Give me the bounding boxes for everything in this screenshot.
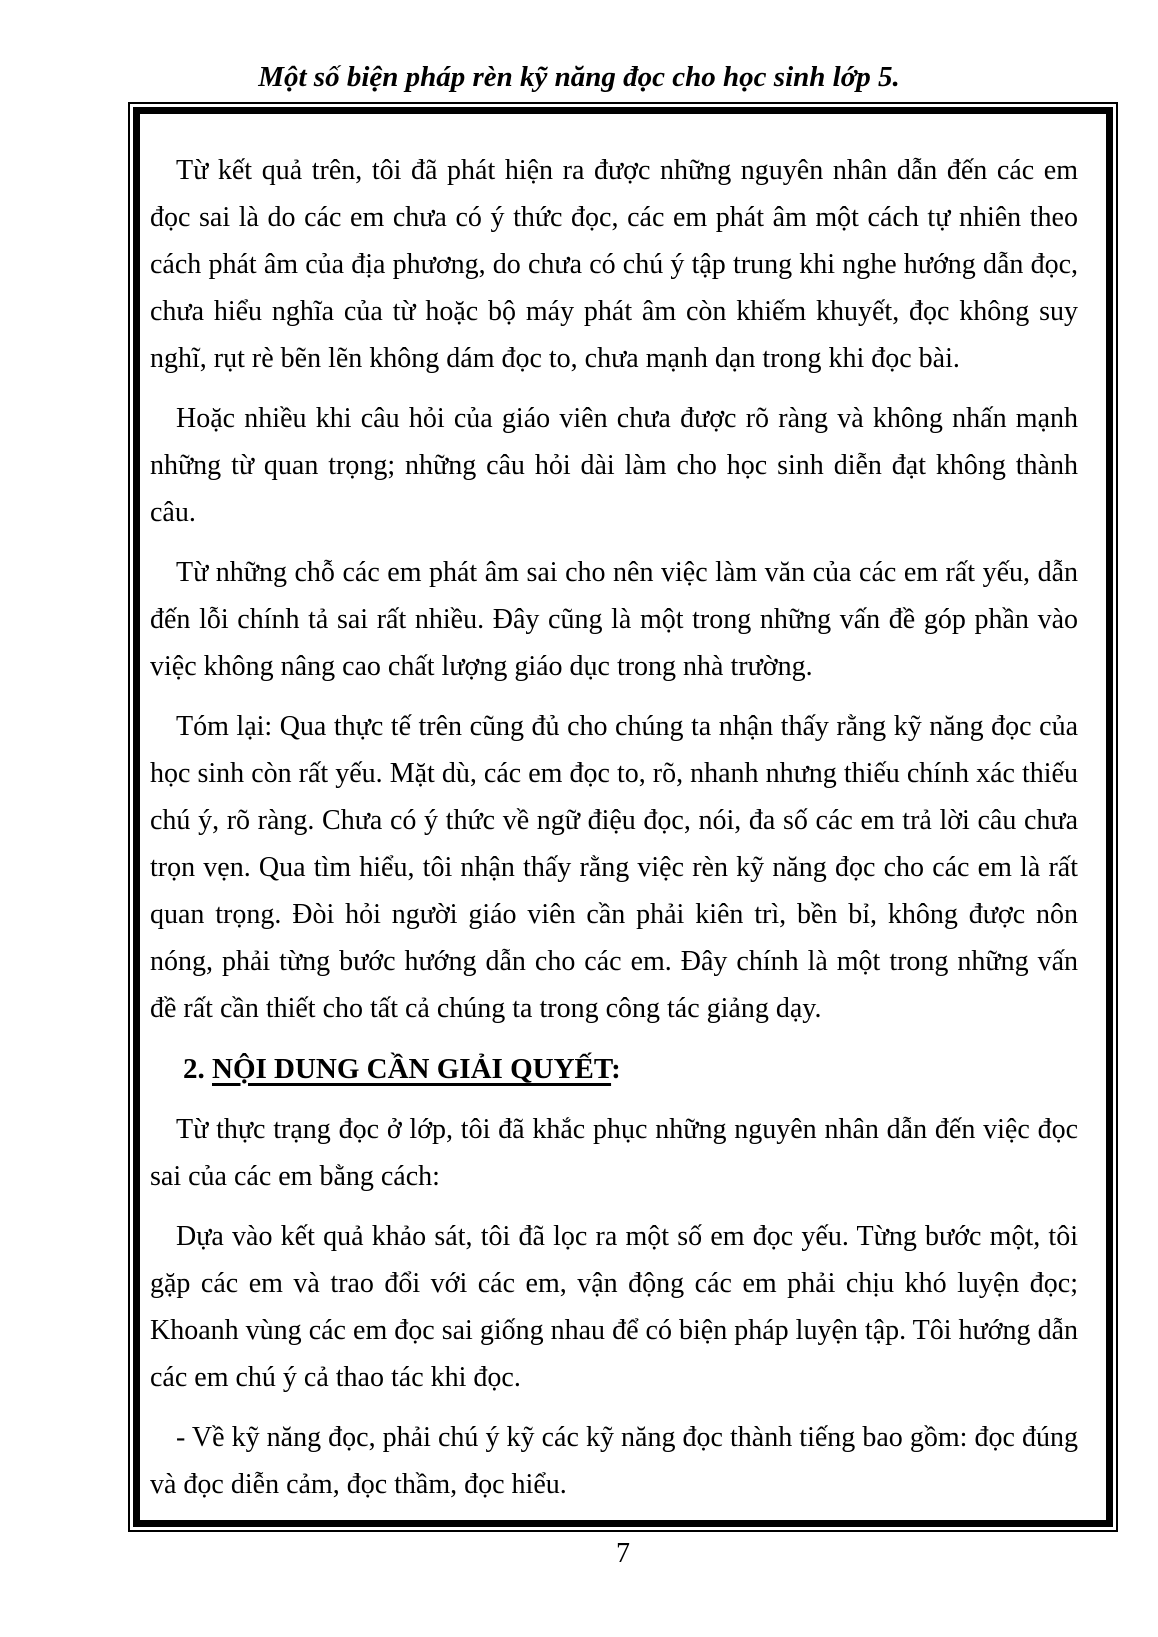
running-header-title: Một số biện pháp rèn kỹ năng đọc cho học sinh lớp 5.: [258, 61, 900, 93]
section-heading: [150, 1046, 1078, 1093]
section-heading-text: NỘI DUNG CẦN GIẢI QUYẾT: [212, 1053, 612, 1085]
paragraph: Từ thực trạng đọc ở lớp, tôi đã khắc phục những nguyên nhân dẫn đến việc đọc sai của các em bằng cách:: [150, 1114, 1078, 1192]
running-header: [0, 0, 1158, 94]
paragraph: - Về kỹ năng đọc, phải chú ý kỹ các kỹ năng đọc thành tiếng bao gồm: đọc đúng và đọc diễn cảm, đọc thầm, đọc hiểu.: [150, 1422, 1078, 1500]
section-heading-number: 2.: [183, 1053, 212, 1085]
content-area: [133, 107, 1113, 1527]
page-number: 7: [616, 1538, 630, 1569]
section-heading-colon: :: [611, 1053, 621, 1085]
paragraph: Từ những chỗ các em phát âm sai cho nên việc làm văn của các em rất yếu, dẫn đến lỗi chính tả sai rất nhiều. Đây cũng là một trong những vấn đề góp phần vào việc không nâng cao chất lượng giáo dục trong nhà trường.: [150, 557, 1078, 682]
paragraph: Hoặc nhiều khi câu hỏi của giáo viên chưa được rõ ràng và không nhấn mạnh những từ quan trọng; những câu hỏi dài làm cho học sinh diễn đạt không thành câu.: [150, 403, 1078, 528]
content-border-box: [128, 102, 1118, 1532]
paragraph: Tóm lại: Qua thực tế trên cũng đủ cho chúng ta nhận thấy rằng kỹ năng đọc của học sinh còn rất yếu. Mặt dù, các em đọc to, rõ, nhanh nhưng thiếu chính xác thiếu chú ý, rõ ràng. Chưa có ý thức về ngữ điệu đọc, nói, đa số các em trả lời câu chưa trọn vẹn. Qua tìm hiểu, tôi nhận thấy rằng việc rèn kỹ năng đọc cho các em là rất quan trọng. Đòi hỏi người giáo viên cần phải kiên trì, bền bỉ, không được nôn nóng, phải từng bước hướng dẫn cho các em. Đây chính là một trong những vấn đề rất cần thiết cho tất cả chúng ta trong công tác giảng dạy.: [150, 711, 1078, 1024]
paragraph: Từ kết quả trên, tôi đã phát hiện ra được những nguyên nhân dẫn đến các em đọc sai là do các em chưa có ý thức đọc, các em phát âm một cách tự nhiên theo cách phát âm của địa phương, do chưa có chú ý tập trung khi nghe hướng dẫn đọc, chưa hiểu nghĩa của từ hoặc bộ máy phát âm còn khiếm khuyết, đọc không suy nghĩ, rụt rè bẽn lẽn không dám đọc to, chưa mạnh dạn trong khi đọc bài.: [150, 155, 1078, 374]
paragraph: Dựa vào kết quả khảo sát, tôi đã lọc ra một số em đọc yếu. Từng bước một, tôi gặp các em và trao đổi với các em, vận động các em phải chịu khó luyện đọc; Khoanh vùng các em đọc sai giống nhau để có biện pháp luyện tập. Tôi hướng dẫn các em chú ý cả thao tác khi đọc.: [150, 1221, 1078, 1393]
